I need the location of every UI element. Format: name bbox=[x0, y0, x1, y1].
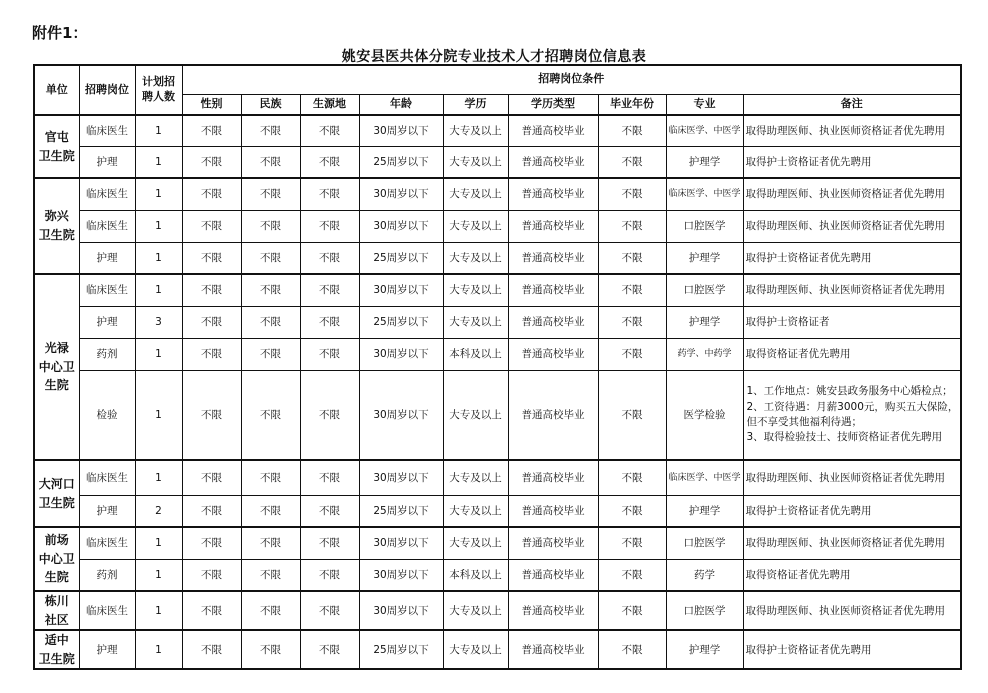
header-unit: 单位 bbox=[34, 65, 79, 115]
unit-name-line: 社区 bbox=[44, 612, 69, 627]
header-remarks: 备注 bbox=[743, 94, 961, 115]
education-cell: 大专及以上 bbox=[443, 178, 508, 210]
education-cell: 大专及以上 bbox=[443, 115, 508, 146]
origin-cell: 不限 bbox=[300, 591, 359, 630]
table-row bbox=[34, 338, 961, 370]
count-cell: 1 bbox=[135, 242, 182, 274]
origin-cell: 不限 bbox=[300, 495, 359, 527]
ethnicity-cell: 不限 bbox=[241, 495, 300, 527]
header-education: 学历 bbox=[443, 94, 508, 115]
grad-year-cell: 不限 bbox=[598, 338, 666, 370]
remark-line: 1、工作地点：姚安县政务服务中心婚检点； bbox=[746, 385, 953, 398]
education-cell: 大专及以上 bbox=[443, 630, 508, 669]
position-cell: 药剂 bbox=[79, 338, 135, 370]
origin-cell: 不限 bbox=[300, 630, 359, 669]
remark-cell: 取得助理医师、执业医师资格证者优先聘用 bbox=[743, 591, 961, 630]
education-type-cell: 普通高校毕业 bbox=[508, 527, 598, 559]
education-type-cell: 普通高校毕业 bbox=[508, 178, 598, 210]
major-cell: 药学 bbox=[666, 559, 743, 591]
count-cell: 1 bbox=[135, 146, 182, 178]
major-cell: 护理学 bbox=[666, 306, 743, 338]
remark-cell: 取得护士资格证者优先聘用 bbox=[743, 146, 961, 178]
position-cell: 临床医生 bbox=[79, 460, 135, 495]
major-cell: 护理学 bbox=[666, 495, 743, 527]
age-cell: 30周岁以下 bbox=[359, 559, 443, 591]
position-cell: 护理 bbox=[79, 306, 135, 338]
count-cell: 1 bbox=[135, 178, 182, 210]
grad-year-cell: 不限 bbox=[598, 115, 666, 146]
age-cell: 25周岁以下 bbox=[359, 495, 443, 527]
position-cell: 护理 bbox=[79, 495, 135, 527]
unit-name-line: 弥兴 bbox=[44, 209, 69, 224]
position-cell: 护理 bbox=[79, 242, 135, 274]
origin-cell: 不限 bbox=[300, 306, 359, 338]
remark-line: 2、工资待遇：月薪3000元，购买五大保险， bbox=[746, 400, 959, 413]
header-count-line1: 计划招 bbox=[142, 75, 175, 89]
table-row bbox=[34, 242, 961, 274]
origin-cell: 不限 bbox=[300, 210, 359, 242]
position-cell: 临床医生 bbox=[79, 274, 135, 306]
major-cell: 口腔医学 bbox=[666, 527, 743, 559]
gender-cell: 不限 bbox=[182, 242, 241, 274]
ethnicity-cell: 不限 bbox=[241, 146, 300, 178]
ethnicity-cell: 不限 bbox=[241, 210, 300, 242]
origin-cell: 不限 bbox=[300, 527, 359, 559]
document-title: 姚安县医共体分院专业技术人才招聘岗位信息表 bbox=[341, 49, 647, 65]
major-cell: 临床医学、中医学 bbox=[666, 178, 743, 210]
gender-cell: 不限 bbox=[182, 527, 241, 559]
gender-cell: 不限 bbox=[182, 338, 241, 370]
ethnicity-cell: 不限 bbox=[241, 274, 300, 306]
ethnicity-cell: 不限 bbox=[241, 370, 300, 460]
count-cell: 1 bbox=[135, 559, 182, 591]
education-type-cell: 普通高校毕业 bbox=[508, 591, 598, 630]
education-cell: 本科及以上 bbox=[443, 559, 508, 591]
ethnicity-cell: 不限 bbox=[241, 460, 300, 495]
table-row bbox=[34, 274, 961, 306]
unit-name-line: 卫生院 bbox=[38, 651, 75, 666]
education-type-cell: 普通高校毕业 bbox=[508, 630, 598, 669]
ethnicity-cell: 不限 bbox=[241, 306, 300, 338]
recruitment-table bbox=[33, 64, 962, 670]
remark-cell: 取得资格证者优先聘用 bbox=[743, 338, 961, 370]
age-cell: 30周岁以下 bbox=[359, 591, 443, 630]
count-cell: 1 bbox=[135, 338, 182, 370]
remark-cell: 取得助理医师、执业医师资格证者优先聘用 bbox=[743, 527, 961, 559]
grad-year-cell: 不限 bbox=[598, 242, 666, 274]
remark-cell: 取得助理医师、执业医师资格证者优先聘用 bbox=[743, 460, 961, 495]
grad-year-cell: 不限 bbox=[598, 559, 666, 591]
major-cell: 护理学 bbox=[666, 242, 743, 274]
education-cell: 大专及以上 bbox=[443, 210, 508, 242]
table-row bbox=[34, 210, 961, 242]
table-row bbox=[34, 527, 961, 559]
education-type-cell: 普通高校毕业 bbox=[508, 210, 598, 242]
major-cell: 临床医学、中医学 bbox=[666, 460, 743, 495]
unit-name-line: 生院 bbox=[44, 570, 69, 585]
count-cell: 1 bbox=[135, 527, 182, 559]
gender-cell: 不限 bbox=[182, 460, 241, 495]
gender-cell: 不限 bbox=[182, 630, 241, 669]
education-type-cell: 普通高校毕业 bbox=[508, 495, 598, 527]
unit-cell bbox=[34, 115, 79, 178]
major-cell: 临床医学、中医学 bbox=[666, 115, 743, 146]
count-cell: 1 bbox=[135, 210, 182, 242]
origin-cell: 不限 bbox=[300, 178, 359, 210]
education-cell: 大专及以上 bbox=[443, 274, 508, 306]
remark-cell: 取得助理医师、执业医师资格证者优先聘用 bbox=[743, 115, 961, 146]
remark-cell: 取得护士资格证者优先聘用 bbox=[743, 242, 961, 274]
education-type-cell: 普通高校毕业 bbox=[508, 306, 598, 338]
remark-cell: 取得资格证者优先聘用 bbox=[743, 559, 961, 591]
origin-cell: 不限 bbox=[300, 338, 359, 370]
education-type-cell: 普通高校毕业 bbox=[508, 146, 598, 178]
unit-name-line: 栋川 bbox=[44, 594, 69, 608]
table-row bbox=[34, 591, 961, 630]
count-cell: 1 bbox=[135, 370, 182, 460]
header-count bbox=[135, 65, 182, 115]
education-type-cell: 普通高校毕业 bbox=[508, 338, 598, 370]
ethnicity-cell: 不限 bbox=[241, 527, 300, 559]
major-cell: 医学检验 bbox=[666, 370, 743, 460]
attachment-label: 附件1： bbox=[32, 24, 88, 42]
origin-cell: 不限 bbox=[300, 460, 359, 495]
remark-line: 但不享受其他福利待遇； bbox=[746, 415, 862, 428]
position-cell: 护理 bbox=[79, 630, 135, 669]
position-cell: 检验 bbox=[79, 370, 135, 460]
grad-year-cell: 不限 bbox=[598, 591, 666, 630]
education-cell: 大专及以上 bbox=[443, 306, 508, 338]
gender-cell: 不限 bbox=[182, 370, 241, 460]
gender-cell: 不限 bbox=[182, 591, 241, 630]
ethnicity-cell: 不限 bbox=[241, 559, 300, 591]
unit-name-line: 生院 bbox=[44, 378, 69, 393]
education-cell: 大专及以上 bbox=[443, 591, 508, 630]
origin-cell: 不限 bbox=[300, 559, 359, 591]
age-cell: 30周岁以下 bbox=[359, 178, 443, 210]
major-cell: 护理学 bbox=[666, 146, 743, 178]
unit-cell bbox=[34, 274, 79, 460]
header-origin: 生源地 bbox=[300, 94, 359, 115]
table-row bbox=[34, 178, 961, 210]
grad-year-cell: 不限 bbox=[598, 146, 666, 178]
remark-cell: 取得助理医师、执业医师资格证者优先聘用 bbox=[743, 210, 961, 242]
gender-cell: 不限 bbox=[182, 559, 241, 591]
age-cell: 25周岁以下 bbox=[359, 242, 443, 274]
header-education-type: 学历类型 bbox=[508, 94, 598, 115]
position-cell: 护理 bbox=[79, 146, 135, 178]
grad-year-cell: 不限 bbox=[598, 460, 666, 495]
unit-cell bbox=[34, 178, 79, 274]
education-type-cell: 普通高校毕业 bbox=[508, 274, 598, 306]
major-cell: 口腔医学 bbox=[666, 591, 743, 630]
origin-cell: 不限 bbox=[300, 146, 359, 178]
count-cell: 1 bbox=[135, 274, 182, 306]
grad-year-cell: 不限 bbox=[598, 527, 666, 559]
education-cell: 大专及以上 bbox=[443, 146, 508, 178]
header-ethnicity: 民族 bbox=[241, 94, 300, 115]
position-cell: 药剂 bbox=[79, 559, 135, 591]
origin-cell: 不限 bbox=[300, 242, 359, 274]
position-cell: 临床医生 bbox=[79, 210, 135, 242]
ethnicity-cell: 不限 bbox=[241, 338, 300, 370]
ethnicity-cell: 不限 bbox=[241, 178, 300, 210]
count-cell: 1 bbox=[135, 115, 182, 146]
origin-cell: 不限 bbox=[300, 115, 359, 146]
gender-cell: 不限 bbox=[182, 495, 241, 527]
age-cell: 30周岁以下 bbox=[359, 115, 443, 146]
count-cell: 1 bbox=[135, 591, 182, 630]
header-conditions: 招聘岗位条件 bbox=[182, 65, 961, 94]
age-cell: 25周岁以下 bbox=[359, 630, 443, 669]
age-cell: 25周岁以下 bbox=[359, 306, 443, 338]
header-count-line2: 聘人数 bbox=[142, 90, 175, 103]
unit-name-line: 卫生院 bbox=[38, 148, 75, 163]
origin-cell: 不限 bbox=[300, 274, 359, 306]
remark-line: 3、取得检验技士、技师资格证者优先聘用 bbox=[746, 430, 943, 443]
header-grad-year: 毕业年份 bbox=[598, 94, 666, 115]
gender-cell: 不限 bbox=[182, 210, 241, 242]
education-type-cell: 普通高校毕业 bbox=[508, 559, 598, 591]
remark-cell bbox=[743, 370, 961, 460]
remark-cell: 取得护士资格证者优先聘用 bbox=[743, 495, 961, 527]
unit-name-line: 卫生院 bbox=[38, 228, 75, 242]
position-cell: 临床医生 bbox=[79, 115, 135, 146]
header-position: 招聘岗位 bbox=[79, 65, 135, 115]
grad-year-cell: 不限 bbox=[598, 630, 666, 669]
education-cell: 大专及以上 bbox=[443, 370, 508, 460]
major-cell: 护理学 bbox=[666, 630, 743, 669]
grad-year-cell: 不限 bbox=[598, 370, 666, 460]
education-type-cell: 普通高校毕业 bbox=[508, 460, 598, 495]
unit-cell bbox=[34, 630, 79, 669]
count-cell: 1 bbox=[135, 630, 182, 669]
count-cell: 1 bbox=[135, 460, 182, 495]
unit-name-line: 中心卫 bbox=[38, 551, 75, 566]
gender-cell: 不限 bbox=[182, 274, 241, 306]
major-cell: 口腔医学 bbox=[666, 210, 743, 242]
education-cell: 大专及以上 bbox=[443, 460, 508, 495]
header-age: 年龄 bbox=[359, 94, 443, 115]
unit-name-line: 光禄 bbox=[44, 341, 69, 356]
gender-cell: 不限 bbox=[182, 146, 241, 178]
grad-year-cell: 不限 bbox=[598, 274, 666, 306]
ethnicity-cell: 不限 bbox=[241, 115, 300, 146]
education-type-cell: 普通高校毕业 bbox=[508, 242, 598, 274]
count-cell: 3 bbox=[135, 306, 182, 338]
remark-cell: 取得护士资格证者 bbox=[743, 306, 961, 338]
grad-year-cell: 不限 bbox=[598, 178, 666, 210]
header-gender: 性别 bbox=[182, 94, 241, 115]
table-row bbox=[34, 630, 961, 669]
ethnicity-cell: 不限 bbox=[241, 591, 300, 630]
count-cell: 2 bbox=[135, 495, 182, 527]
gender-cell: 不限 bbox=[182, 306, 241, 338]
ethnicity-cell: 不限 bbox=[241, 242, 300, 274]
education-type-cell: 普通高校毕业 bbox=[508, 115, 598, 146]
age-cell: 30周岁以下 bbox=[359, 274, 443, 306]
position-cell: 临床医生 bbox=[79, 527, 135, 559]
age-cell: 25周岁以下 bbox=[359, 146, 443, 178]
education-cell: 大专及以上 bbox=[443, 242, 508, 274]
remark-cell: 取得助理医师、执业医师资格证者优先聘用 bbox=[743, 274, 961, 306]
age-cell: 30周岁以下 bbox=[359, 338, 443, 370]
education-cell: 大专及以上 bbox=[443, 495, 508, 527]
grad-year-cell: 不限 bbox=[598, 210, 666, 242]
remark-cell: 取得护士资格证者优先聘用 bbox=[743, 630, 961, 669]
origin-cell: 不限 bbox=[300, 370, 359, 460]
age-cell: 30周岁以下 bbox=[359, 210, 443, 242]
gender-cell: 不限 bbox=[182, 115, 241, 146]
table-row bbox=[34, 146, 961, 178]
education-cell: 本科及以上 bbox=[443, 338, 508, 370]
position-cell: 临床医生 bbox=[79, 591, 135, 630]
unit-name-line: 大河口 bbox=[38, 476, 75, 491]
grad-year-cell: 不限 bbox=[598, 495, 666, 527]
remark-cell: 取得助理医师、执业医师资格证者优先聘用 bbox=[743, 178, 961, 210]
unit-cell bbox=[34, 460, 79, 527]
table-row bbox=[34, 460, 961, 495]
table-row bbox=[34, 115, 961, 146]
table-row bbox=[34, 559, 961, 591]
grad-year-cell: 不限 bbox=[598, 306, 666, 338]
unit-name-line: 适中 bbox=[44, 633, 69, 648]
education-cell: 大专及以上 bbox=[443, 527, 508, 559]
major-cell: 药学、中药学 bbox=[666, 338, 743, 370]
position-cell: 临床医生 bbox=[79, 178, 135, 210]
table-row bbox=[34, 306, 961, 338]
unit-name-line: 官屯 bbox=[44, 129, 69, 144]
major-cell: 口腔医学 bbox=[666, 274, 743, 306]
age-cell: 30周岁以下 bbox=[359, 460, 443, 495]
unit-cell bbox=[34, 591, 79, 630]
unit-name-line: 中心卫 bbox=[38, 359, 75, 374]
education-type-cell: 普通高校毕业 bbox=[508, 370, 598, 460]
age-cell: 30周岁以下 bbox=[359, 370, 443, 460]
age-cell: 30周岁以下 bbox=[359, 527, 443, 559]
table-row bbox=[34, 370, 961, 460]
unit-cell bbox=[34, 527, 79, 591]
unit-name-line: 前场 bbox=[44, 533, 69, 548]
table-row bbox=[34, 495, 961, 527]
header-major: 专业 bbox=[666, 94, 743, 115]
gender-cell: 不限 bbox=[182, 178, 241, 210]
unit-name-line: 卫生院 bbox=[38, 495, 75, 510]
ethnicity-cell: 不限 bbox=[241, 630, 300, 669]
